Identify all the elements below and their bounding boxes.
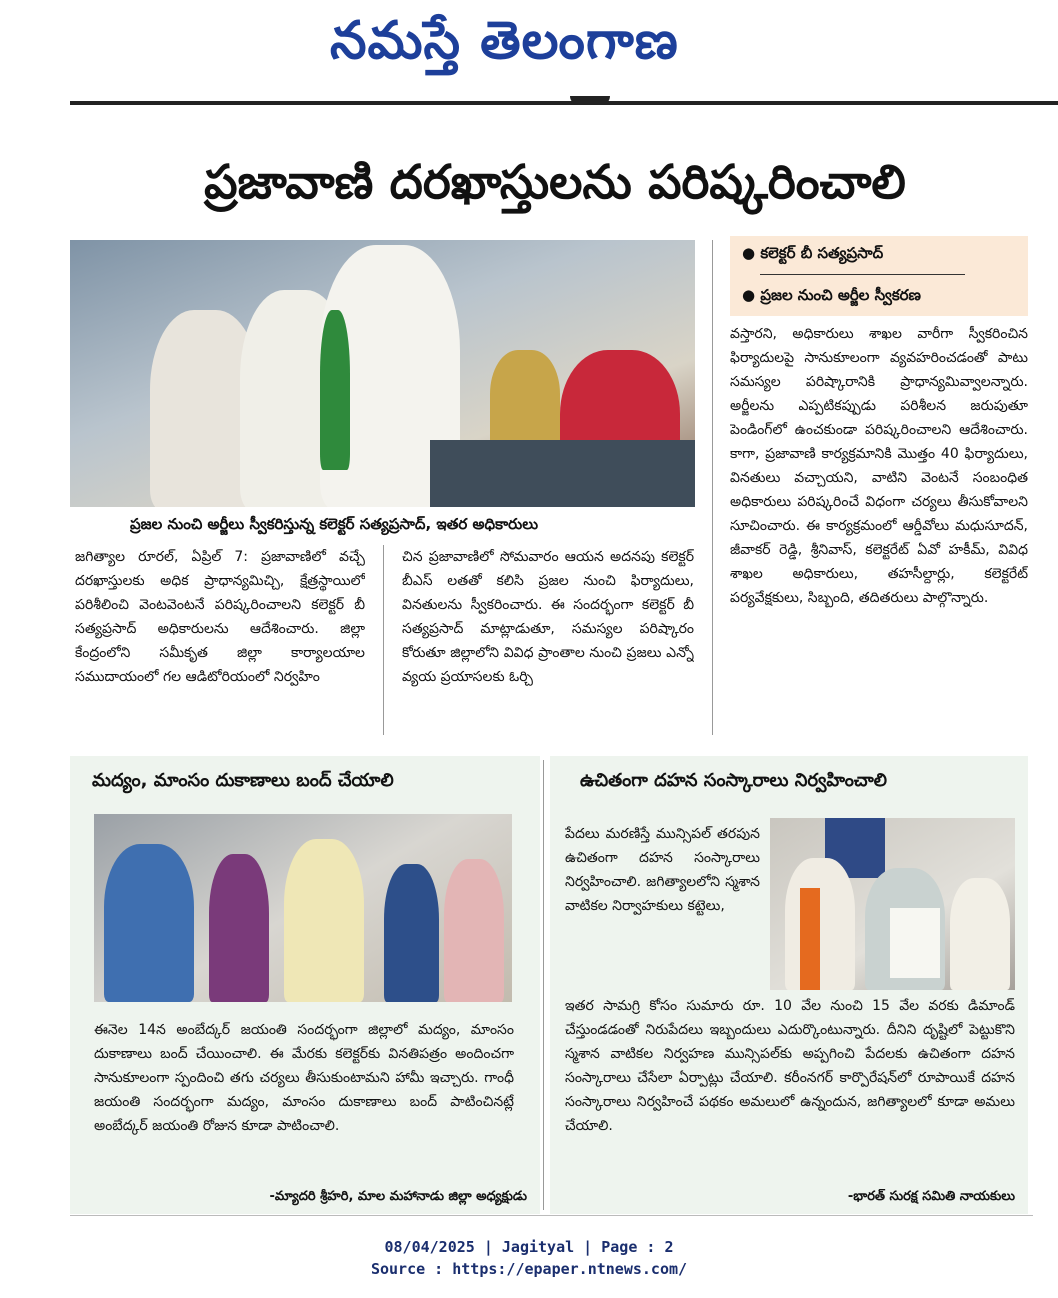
story-box-liquor [70, 756, 540, 1214]
story-box-title: ఉచితంగా దహన సంస్కారాలు నిర్వహించాలి [580, 770, 887, 791]
page-bottom-rule [70, 1215, 1033, 1216]
article-column-2: చిన ప్రజావాణిలో సోమవారం ఆయన అదనపు కలెక్టర్ బీఎస్ లతతో కలిసి ప్రజల నుంచి ఫిర్యాదులు, వినతులను స్వీకరించారు. ఈ సందర్భంగా కలెక్టర్ బీ సత్యప్రసాద్ మాట్లాడుతూ, సమస్యల పరిష్కారం కోరుతూ జిల్లాలోని వివిధ ప్రాంతాల నుంచి ప్రజలు ఎన్నో వ్యయ ప్రయాసలకు ఓర్చి [402, 549, 694, 685]
highlight-divider [760, 274, 965, 275]
masthead-rule [70, 101, 1058, 105]
story-body-narrow: పేదలు మరణిస్తే మున్సిపల్ తరపున ఉచితంగా దహన సంస్కారాలు నిర్వహించాలి. జగిత్యాలలోని స్మశాన వాటికల నిర్వాహకులు కట్టెలు, [565, 826, 760, 914]
story-box-cremation [550, 756, 1028, 1214]
highlight-item: ● కలెక్టర్ బీ సత్యప్రసాద్ [742, 244, 884, 262]
footer-source: Source : https://epaper.ntnews.com/ [370, 1260, 688, 1278]
story-box-title: మద్యం, మాంసం దుకాణాలు బంద్ చేయాలి [92, 770, 394, 791]
story-photo [94, 814, 512, 1002]
story-body: ఈనెల 14న అంబేద్కర్ జయంతి సందర్భంగా జిల్లాలో మద్యం, మాంసం దుకాణాలు బంద్ చేయించాలి. ఈ మేరకు కలెక్టర్‌కు వినతిపత్రం అందించగా సానుకూలంగా స్పందించి తగు చర్యలు తీసుకుంటామని హామీ ఇచ్చారు. గాంధీ జయంతి సందర్భంగా మద్యం, మాంసం దుకాణాలు బంద్ పాటించినట్లే అంబేద్కర్ జయంతి రోజున కూడా పాటించాలి. [94, 1022, 514, 1134]
story-photo [770, 818, 1015, 990]
box-divider [543, 760, 544, 1210]
column-divider [712, 240, 713, 735]
footer-date-page: 08/04/2025 | Jagityal | Page : 2 [384, 1238, 674, 1256]
highlights-box [730, 236, 1028, 316]
masthead-rule-notch [570, 96, 610, 105]
article-column-3: వస్తారని, అధికారులు శాఖల వారీగా స్వీకరించిన ఫిర్యాదులపై సానుకూలంగా వ్యవహరించడంతో పాటు సమస్యల పరిష్కారానికి ప్రాధాన్యమివ్వాలన్నారు. అర్జీలను ఎప్పటికప్పుడు పరిశీలన జరుపుతూ పెండింగ్‌లో ఉంచకుండా పరిష్కరించాలని ఆదేశించారు. కాగా, ప్రజావాణి కార్యక్రమానికి మొత్తం 40 ఫిర్యాదులు, వినతులు వచ్చాయని, వాటిని వెంటనే సంబంధిత అధికారులు పరిష్కరించే విధంగా చర్యలు తీసుకోవాలని సూచించారు. ఈ కార్యక్రమంలో ఆర్డీవోలు మధుసూదన్, జీవాకర్ రెడ్డి, శ్రీనివాస్, కలెక్టరేట్ ఏవో హకీమ్, వివిధ శాఖల అధికారులు, తహసీల్దార్లు, కలెక్టరేట్ పర్యవేక్షకులు, సిబ్బంది, తదితరులు పాల్గొన్నారు. [730, 326, 1028, 606]
column-divider [383, 545, 384, 735]
article-column-1: జగిత్యాల రూరల్, ఏప్రిల్ 7: ప్రజావాణిలో వచ్చే దరఖాస్తులకు అధిక ప్రాధాన్యమిచ్చి, క్షేత్రస్థాయిలో పరిశీలించి వెంటవెంటనే పరిష్కరించాలని కలెక్టర్ బీ సత్యప్రసాద్ అధికారులను ఆదేశించారు. జిల్లా కేంద్రంలోని సమీకృత జిల్లా కార్యాలయాల సముదాయంలో గల ఆడిటోరియంలో నిర్వహిం [75, 549, 365, 685]
story-signature: -మ్యాదరి శ్రీహరి, మాల మహానాడు జిల్లా అధ్యక్షుడు [269, 1189, 527, 1204]
masthead-logo: నమస్తే తెలంగాణ [330, 10, 679, 71]
story-body-wide: ఇతర సామగ్రి కోసం సుమారు రూ. 10 వేల నుంచి 15 వేల వరకు డిమాండ్ చేస్తుండడంతో నిరుపేదలు ఇబ్బందులు ఎదుర్కొంటున్నారు. దీనిని దృష్టిలో పెట్టుకొని స్మశాన వాటికల నిర్వహణ మున్సిపల్‌కు అప్పగించి పేదలకు ఉచితంగా దహన సంస్కారాలు చేసేలా ఏర్పాట్లు చేయాలి. కరీంనగర్ కార్పొరేషన్‌లో రూపాయికే దహన సంస్కారాలు నిర్వహించే పథకం అమలులో ఉన్నందున, జగిత్యాలలో కూడా అమలు చేయాలి. [565, 998, 1015, 1134]
main-photo [70, 240, 695, 507]
story-signature: -భారత్ సురక్ష సమితి నాయకులు [847, 1189, 1015, 1204]
main-headline: ప్రజావాణి దరఖాస్తులను పరిష్కరించాలి [204, 155, 906, 210]
highlight-item: ● ప్రజల నుంచి అర్జీల స్వీకరణ [742, 286, 921, 304]
main-photo-caption: ప్రజల నుంచి అర్జీలు స్వీకరిస్తున్న కలెక్టర్ సత్యప్రసాద్, ఇతర అధికారులు [130, 515, 539, 533]
